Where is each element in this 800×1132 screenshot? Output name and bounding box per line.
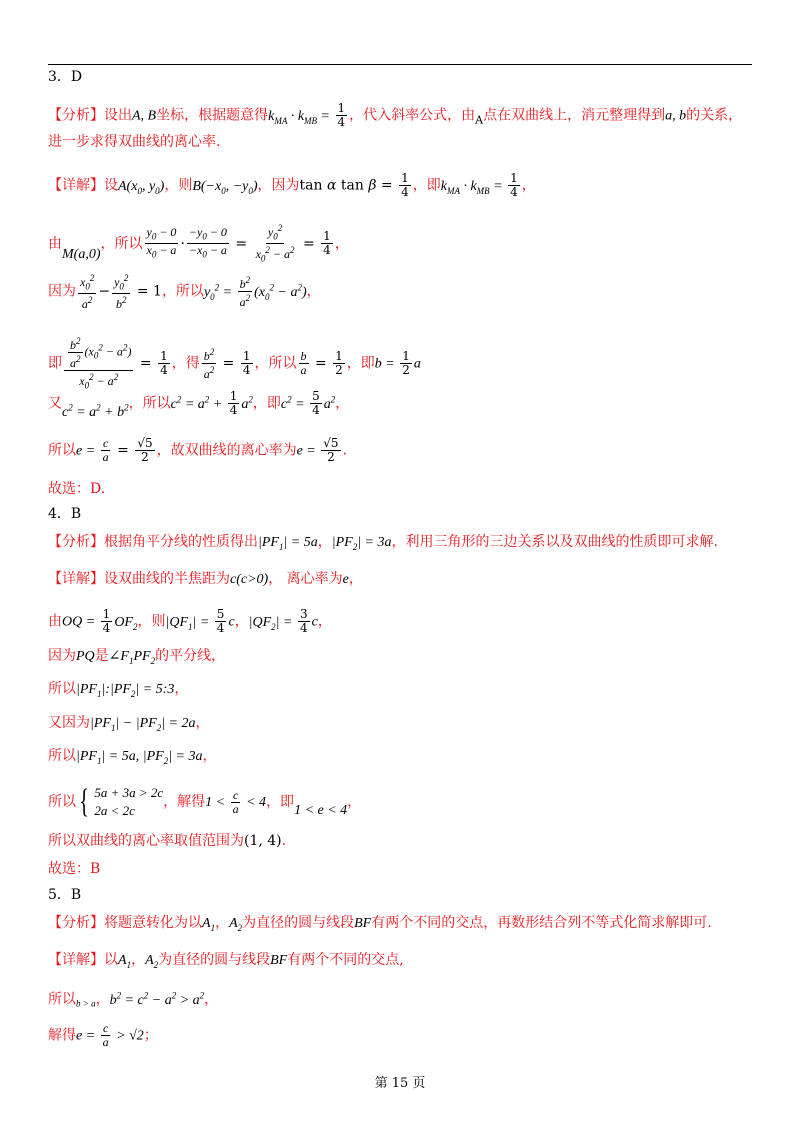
math: b = <box>374 356 399 372</box>
text: 坐标，根据题意得 <box>156 107 269 124</box>
text: ， <box>348 571 363 587</box>
math: $|QF_2|$ = <box>248 614 296 632</box>
text: 所以 <box>48 681 76 697</box>
q3-choice: 故选：D. <box>48 481 106 497</box>
q3-detail-line6 <box>48 437 347 464</box>
text: 为直径的圆与线段 <box>242 915 355 931</box>
math: $|QF_1|$ = <box>165 614 213 632</box>
text: 有两个不同的交点, <box>287 952 404 968</box>
frac: $\frac{y_0^2}{x_0^2 - a^2}$ <box>255 223 295 264</box>
text: ，所以 <box>254 355 297 372</box>
q4-choice: 故选：B <box>48 861 101 877</box>
math: $b^2 = c^2 - a^2 > a^2$ <box>109 990 205 1008</box>
text: 根据角平分线的性质得出 <box>104 534 258 550</box>
text: ， <box>334 235 349 252</box>
math: tan α tan β = <box>299 177 398 194</box>
frac: $\frac{1}{2}$ <box>335 349 343 378</box>
frac: $\frac{x_0^2}{a^2}$ <box>80 273 95 312</box>
q5-answer: 5．B <box>48 887 82 903</box>
text: 以 <box>104 952 118 968</box>
math: PQ <box>76 649 95 664</box>
text: ， <box>317 613 332 630</box>
text: ，所以 <box>100 235 143 252</box>
text: 是 <box>94 648 109 664</box>
header-rule <box>48 64 752 65</box>
q5-detail-line3 <box>48 1022 158 1049</box>
math: (1, 4) <box>244 833 282 849</box>
math: $B(-x_0$, $-y_0$) <box>192 178 258 196</box>
frac: $\frac{y_0^2}{b^2}$ <box>114 273 129 312</box>
q3-analysis-tag: 【分析】 <box>48 107 104 124</box>
text: ， <box>347 794 362 810</box>
text: . <box>281 833 287 849</box>
frac: $\frac{5}{4}$ <box>312 389 320 418</box>
q3-answer: 3．D <box>48 69 83 85</box>
q4-detail-line5 <box>48 714 210 737</box>
text: 解得 <box>48 1027 76 1044</box>
math: a, b <box>665 108 687 124</box>
q5-analysis-line1 <box>48 914 712 937</box>
text: 又 <box>48 395 62 412</box>
math: BF <box>270 953 288 968</box>
math: = <box>230 235 252 252</box>
frac: $\frac{1}{4}$ <box>160 349 168 378</box>
text: ，得 <box>171 355 200 372</box>
frac: $\frac{√5}{2}$ <box>137 436 153 464</box>
text: ，故双曲线的离心率为 <box>156 442 297 459</box>
math: e <box>342 572 349 587</box>
frac: $\frac{b^2}{a^2}$ <box>203 347 215 382</box>
math: = <box>310 355 332 372</box>
text: 将题意转化为以 <box>104 915 202 931</box>
text: 因为 <box>48 648 76 664</box>
text: ， <box>95 991 110 1008</box>
math: $OF_2$ <box>114 614 138 632</box>
text: ； <box>143 1027 158 1044</box>
text: ，则 <box>137 613 166 630</box>
text: ，所以 <box>161 283 204 300</box>
math: = <box>218 355 239 372</box>
math: $|PF_1| = 5a$ <box>258 535 318 552</box>
math: > √2 <box>112 1028 144 1044</box>
q4-analysis-tag: 【分析】 <box>48 534 104 550</box>
text: ，利用三角形的三边关系以及双曲线的性质即可求解. <box>391 534 718 550</box>
q3-detail-line3 <box>48 272 321 311</box>
text: ， <box>195 715 210 731</box>
text: 即 <box>48 355 62 372</box>
text: ， <box>317 534 332 550</box>
math: $a^2$ <box>323 394 336 412</box>
frac: $\frac{b^2}{a^2}$ <box>239 275 251 310</box>
frac: $\frac{3}{4}$ <box>299 607 308 635</box>
math: c <box>311 614 318 630</box>
math: · <box>180 235 185 252</box>
frac: $\frac{1}{4}$ <box>510 171 518 199</box>
math: e = <box>76 1028 99 1044</box>
math: < 4 <box>242 795 267 810</box>
frac: $\frac{1}{4}$ <box>229 389 238 418</box>
text: 为直径的圆与线段 <box>158 952 271 968</box>
math: e = <box>76 443 99 459</box>
frac: $\frac{-y_0 - 0}{-x_0 - a}$ <box>188 225 227 260</box>
text: ， <box>131 952 146 968</box>
math: $|PF_1| - |PF_2| = 2a$ <box>90 716 196 733</box>
text: ， <box>521 177 536 194</box>
q5-detail-tag: 【详解】 <box>48 952 104 968</box>
q3-detail-line2 <box>48 222 349 266</box>
frac: $\frac{b}{a}$ <box>300 349 307 378</box>
math: A, B <box>132 108 157 124</box>
math: $A_1$ <box>118 953 132 970</box>
text: ， 离心率为 <box>268 571 343 587</box>
math: = <box>112 442 134 459</box>
text: ，即 <box>266 794 295 810</box>
math: c(c>0) <box>230 572 269 587</box>
text: 的关系， <box>686 107 743 124</box>
text: 因为 <box>48 283 76 300</box>
text: ，所以 <box>128 395 171 412</box>
frac: $\frac{1}{2}$ <box>402 349 410 378</box>
math: $|PF_1| = 5a$, $|PF_2| = 3a$ <box>76 749 203 766</box>
math: = 1 <box>132 283 162 300</box>
q4-detail-line4 <box>48 680 188 703</box>
page-footer: 第 15 页 <box>374 1076 426 1091</box>
text: 设双曲线的半焦距为 <box>104 571 230 587</box>
text: 又因为 <box>48 715 90 731</box>
frac: $\frac{c}{a}$ <box>102 1021 109 1049</box>
text: ，因为 <box>257 177 300 194</box>
text: ， <box>234 613 249 630</box>
q3-detail-line1 <box>48 172 536 199</box>
text: ， <box>204 991 219 1008</box>
q3-detail-line4 <box>48 335 421 392</box>
math: $\angle F_1PF_2$ <box>108 649 156 666</box>
inequality-system: { 5a + 3a > 2c 2a < 2c <box>79 783 164 820</box>
math: 1 < e < 4 <box>294 803 348 818</box>
math: $A(x_0$, $y_0$) <box>118 178 165 196</box>
text: 设出 <box>104 107 132 124</box>
text: 所以 <box>48 748 76 764</box>
text: ，即 <box>252 395 281 412</box>
text: 所以 <box>48 442 76 459</box>
text: ，即 <box>346 355 375 372</box>
text: ， <box>335 395 350 412</box>
text: 由 <box>48 235 62 252</box>
math: − <box>98 283 111 300</box>
text: 设 <box>104 177 118 194</box>
q4-detail-line3 <box>48 647 225 670</box>
q4-detail-line6 <box>48 747 217 770</box>
text: ，则 <box>164 177 193 194</box>
q3-analysis-line2: 进一步求得双曲线的离心率. <box>48 134 221 150</box>
frac: $\frac{c}{a}$ <box>102 436 109 464</box>
math: a <box>413 356 421 372</box>
text: 点在双曲线上，消元整理得到 <box>483 107 666 124</box>
text: 所以双曲线的离心率取值范围为 <box>48 833 244 849</box>
q3-detail-tag: 【详解】 <box>48 177 104 194</box>
q4-analysis-line1 <box>48 533 718 556</box>
text: ，解得 <box>163 794 206 810</box>
text: ，代入斜率公式，由 <box>349 107 476 124</box>
math: $y_0^2$ = <box>203 282 236 302</box>
frac: $\frac{b^2}{a^2}$ $(x_0^2 - a^2)$ $x_0^2 - a^2$ <box>64 335 133 392</box>
frac: $\frac{1}{4}$ <box>401 171 409 199</box>
math: $A_1$ <box>202 916 216 933</box>
math: e = <box>296 443 320 459</box>
q4-detail-line8 <box>48 832 286 850</box>
math: $A_2$ <box>145 953 159 970</box>
math: A <box>475 113 484 127</box>
math: = <box>135 355 157 372</box>
text: ， <box>215 915 230 931</box>
text: 有两个不同的交点，再数形结合列不等式化简求解即可. <box>371 915 712 931</box>
math: $k_{MA} \cdot k_{MB}$ = <box>268 108 334 126</box>
q5-analysis-tag: 【分析】 <box>48 915 104 931</box>
q5-detail-line2 <box>48 986 218 1013</box>
q4-detail-line2 <box>48 608 332 635</box>
frac: $\frac{1}{4}$ <box>337 101 346 129</box>
math: 1 < <box>205 795 229 810</box>
math: $A_2$ <box>229 916 243 933</box>
frac: $\frac{1}{4}$ <box>242 349 251 378</box>
math: $k_{MA} \cdot k_{MB}$ = <box>440 178 507 196</box>
text: 所以 <box>48 991 76 1008</box>
math: b > a <box>76 998 96 1009</box>
math: $c^2 = a^2$ + <box>170 394 226 412</box>
frac: $\frac{1}{4}$ <box>323 229 331 258</box>
frac: $\frac{5}{4}$ <box>216 607 225 635</box>
text: . <box>342 442 347 459</box>
math: M(a,0) <box>62 246 101 262</box>
q4-answer: 4．B <box>48 506 82 522</box>
math: $c^2$ = <box>280 394 309 412</box>
q3-analysis-line1 <box>48 102 742 130</box>
math: $(x_0^2 - a^2)$ <box>254 282 307 302</box>
q5-detail-line1 <box>48 951 404 974</box>
frac: $\frac{c}{a}$ <box>232 787 239 816</box>
q4-detail-line1 <box>48 570 363 589</box>
text: 的平分线， <box>155 648 226 664</box>
math: BF <box>354 916 372 931</box>
text: 所以 <box>48 794 76 810</box>
math: c <box>228 614 235 630</box>
q4-detail-line7 <box>48 784 361 820</box>
frac: $\frac{√5}{2}$ <box>323 436 339 464</box>
math: = <box>298 235 320 252</box>
math: $|PF_1|:|PF_2|$ = 5:3 <box>76 682 175 699</box>
text: ， <box>174 681 189 697</box>
frac: $\frac{1}{4}$ <box>102 607 111 635</box>
text: ， <box>306 283 321 300</box>
q3-detail-line5 <box>48 390 349 422</box>
text: 由 <box>48 613 62 630</box>
frac: $\frac{y_0 - 0}{x_0 - a}$ <box>146 225 177 260</box>
text: ， <box>202 748 217 764</box>
math: $|PF_2| = 3a$ <box>331 535 392 552</box>
math: OQ = <box>62 614 99 630</box>
math: $c^2 = a^2 + b^2$ <box>62 402 129 420</box>
math: $a^2$ <box>241 394 253 412</box>
q4-detail-tag: 【详解】 <box>48 571 104 587</box>
text: ，即 <box>412 177 441 194</box>
